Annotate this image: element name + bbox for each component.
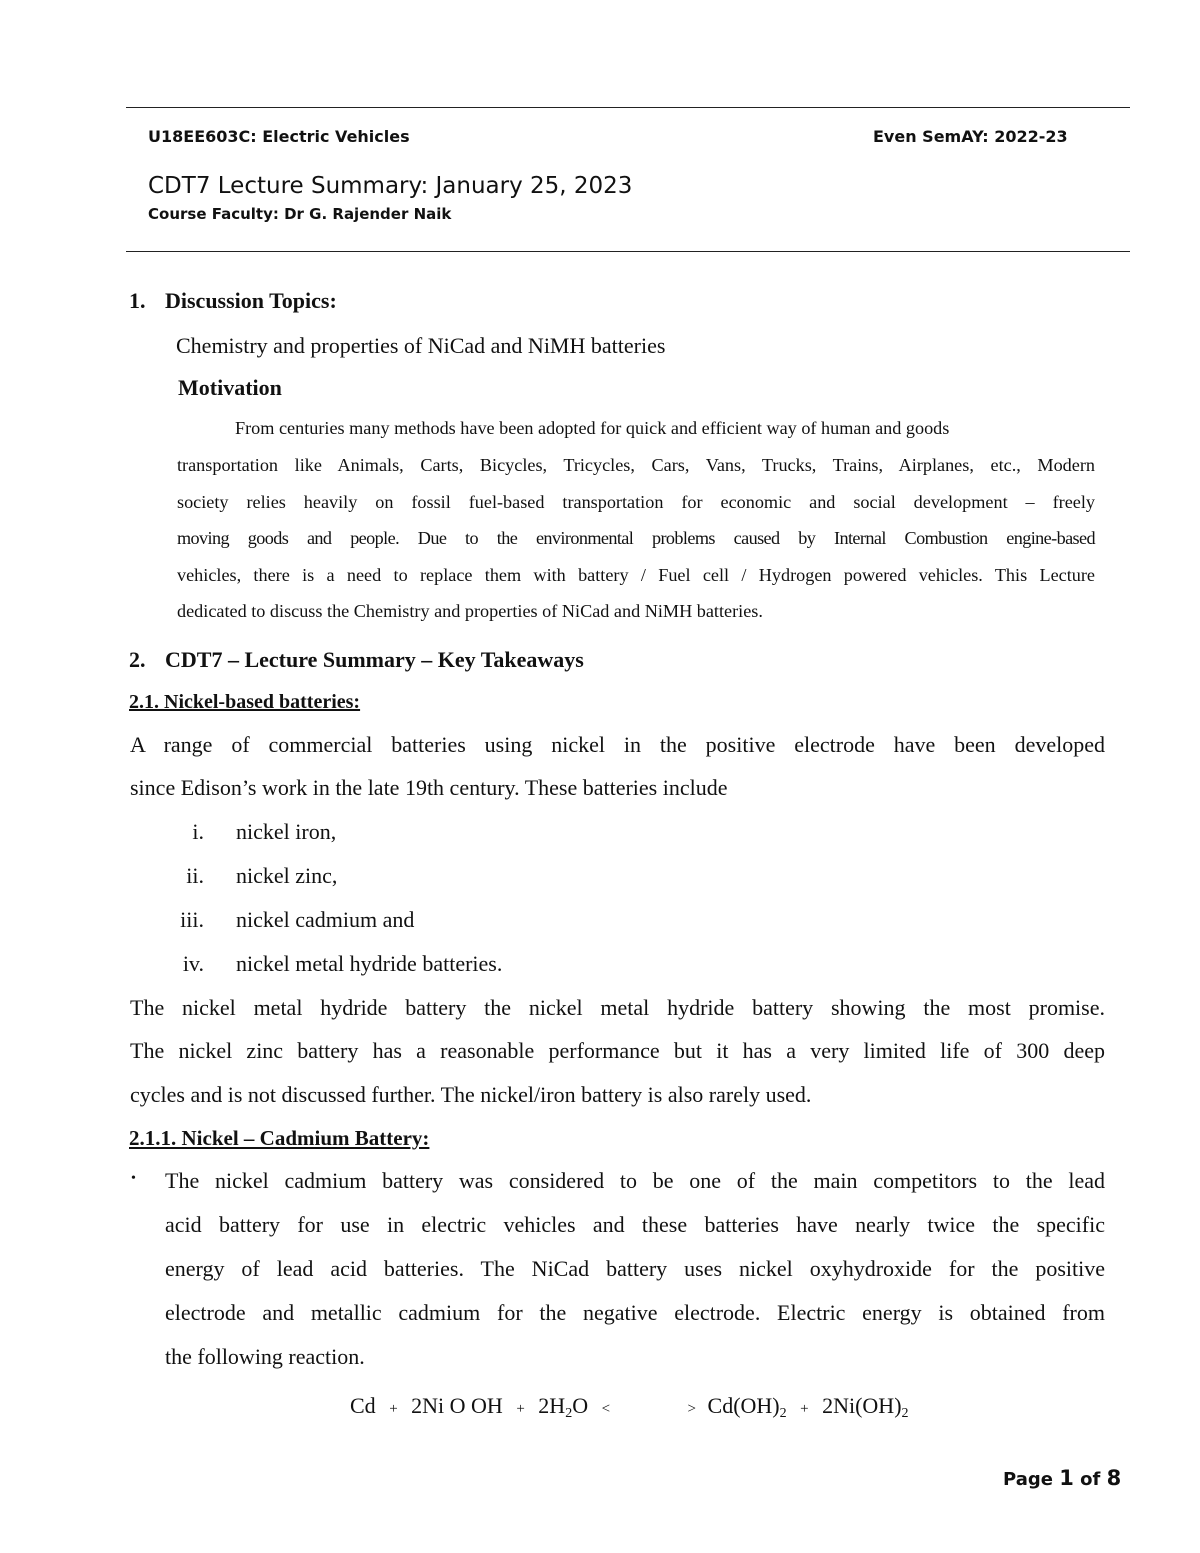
page-total: 8 [1106, 1466, 1122, 1490]
bullet-line: acid battery for use in electric vehicles and these batteries have nearly twice the specific [165, 1212, 1105, 1237]
list-item: nickel metal hydride batteries. [236, 951, 503, 976]
after-list-line: The nickel zinc battery has a reasonable performance but it has a very limited life of 300 deep [130, 1038, 1105, 1063]
section1-title: Discussion Topics: [165, 288, 337, 313]
section1-number: 1. [129, 288, 146, 313]
section2-number: 2. [129, 647, 146, 672]
list-numeral: i. [192, 819, 204, 844]
intro-line: A range of commercial batteries using nickel in the positive electrode have been developed [130, 732, 1105, 757]
bullet-line: The nickel cadmium battery was considered to be one of the main competitors to the lead [165, 1168, 1105, 1193]
eq-plus: + [389, 1401, 398, 1417]
bullet-icon: • [131, 1171, 136, 1186]
nickel-based-heading: 2.1. Nickel-based batteries: [129, 691, 361, 713]
bullet-line: the following reaction. [165, 1344, 365, 1369]
section2-title: CDT7 – Lecture Summary – Key Takeaways [165, 647, 584, 672]
eq-arrow-right: > [687, 1401, 697, 1417]
page-word: Page [1003, 1469, 1053, 1490]
intro-line: since Edison’s work in the late 19th century. These batteries include [130, 775, 728, 800]
discussion-topic: Chemistry and properties of NiCad and NiMH batteries [176, 333, 666, 358]
list-item: nickel cadmium and [236, 907, 415, 932]
page-number [1003, 1466, 1121, 1490]
eq-product-nioh2: $2Ni(OH)_2$ [822, 1393, 909, 1421]
list-numeral: ii. [186, 863, 204, 888]
motivation-heading: Motivation [178, 375, 282, 400]
list-numeral: iv. [182, 951, 204, 976]
motivation-line: transportation like Animals, Carts, Bicycles, Tricycles, Cars, Vans, Trucks, Trains, Airplanes, etc., Modern [177, 455, 1095, 475]
semester-label: Even SemAY: 2022-23 [873, 127, 1068, 146]
eq-plus: + [800, 1401, 809, 1417]
list-item: nickel zinc, [236, 863, 338, 888]
lecture-title: CDT7 Lecture Summary: January 25, 2023 [148, 173, 633, 199]
motivation-line: From centuries many methods have been adopted for quick and efficient way of human and goods [235, 418, 950, 438]
course-code: U18EE603C: Electric Vehicles [148, 127, 410, 146]
list-item: nickel iron, [236, 819, 337, 844]
header-top-rule [126, 107, 1130, 108]
motivation-line: vehicles, there is a need to replace them with battery / Fuel cell / Hydrogen powered vehicles. This Lecture [177, 565, 1095, 585]
page-current: 1 [1059, 1466, 1074, 1490]
of-word: of [1080, 1469, 1101, 1490]
course-faculty: Course Faculty: Dr G. Rajender Naik [148, 205, 452, 223]
nicad-heading: 2.1.1. Nickel – Cadmium Battery: [129, 1126, 430, 1150]
nicad-reaction-equation [350, 1393, 909, 1422]
eq-reactant-cd: Cd [350, 1393, 376, 1418]
motivation-line: dedicated to discuss the Chemistry and properties of NiCad and NiMH batteries. [177, 601, 763, 621]
eq-reactant-nioohh: 2Ni O OH [411, 1393, 503, 1418]
eq-plus: + [516, 1401, 525, 1417]
header-bottom-rule [126, 251, 1130, 252]
motivation-line: moving goods and people. Due to the environmental problems caused by Internal Combustion engine-based [177, 528, 1095, 548]
motivation-line: society relies heavily on fossil fuel-based transportation for economic and social development – freely [177, 492, 1095, 512]
bullet-line: energy of lead acid batteries. The NiCad battery uses nickel oxyhydroxide for the positive [165, 1256, 1105, 1281]
eq-product-cdoh2: $Cd(OH)_2$ [707, 1393, 787, 1421]
list-numeral: iii. [180, 907, 204, 932]
eq-reactant-water: $2H_2O$ [538, 1393, 589, 1421]
bullet-line: electrode and metallic cadmium for the negative electrode. Electric energy is obtained from [165, 1300, 1105, 1325]
after-list-line: cycles and is not discussed further. The nickel/iron battery is also rarely used. [130, 1082, 812, 1107]
after-list-line: The nickel metal hydride battery the nickel metal hydride battery showing the most promise. [130, 995, 1105, 1020]
eq-arrow-left: < [601, 1401, 611, 1417]
